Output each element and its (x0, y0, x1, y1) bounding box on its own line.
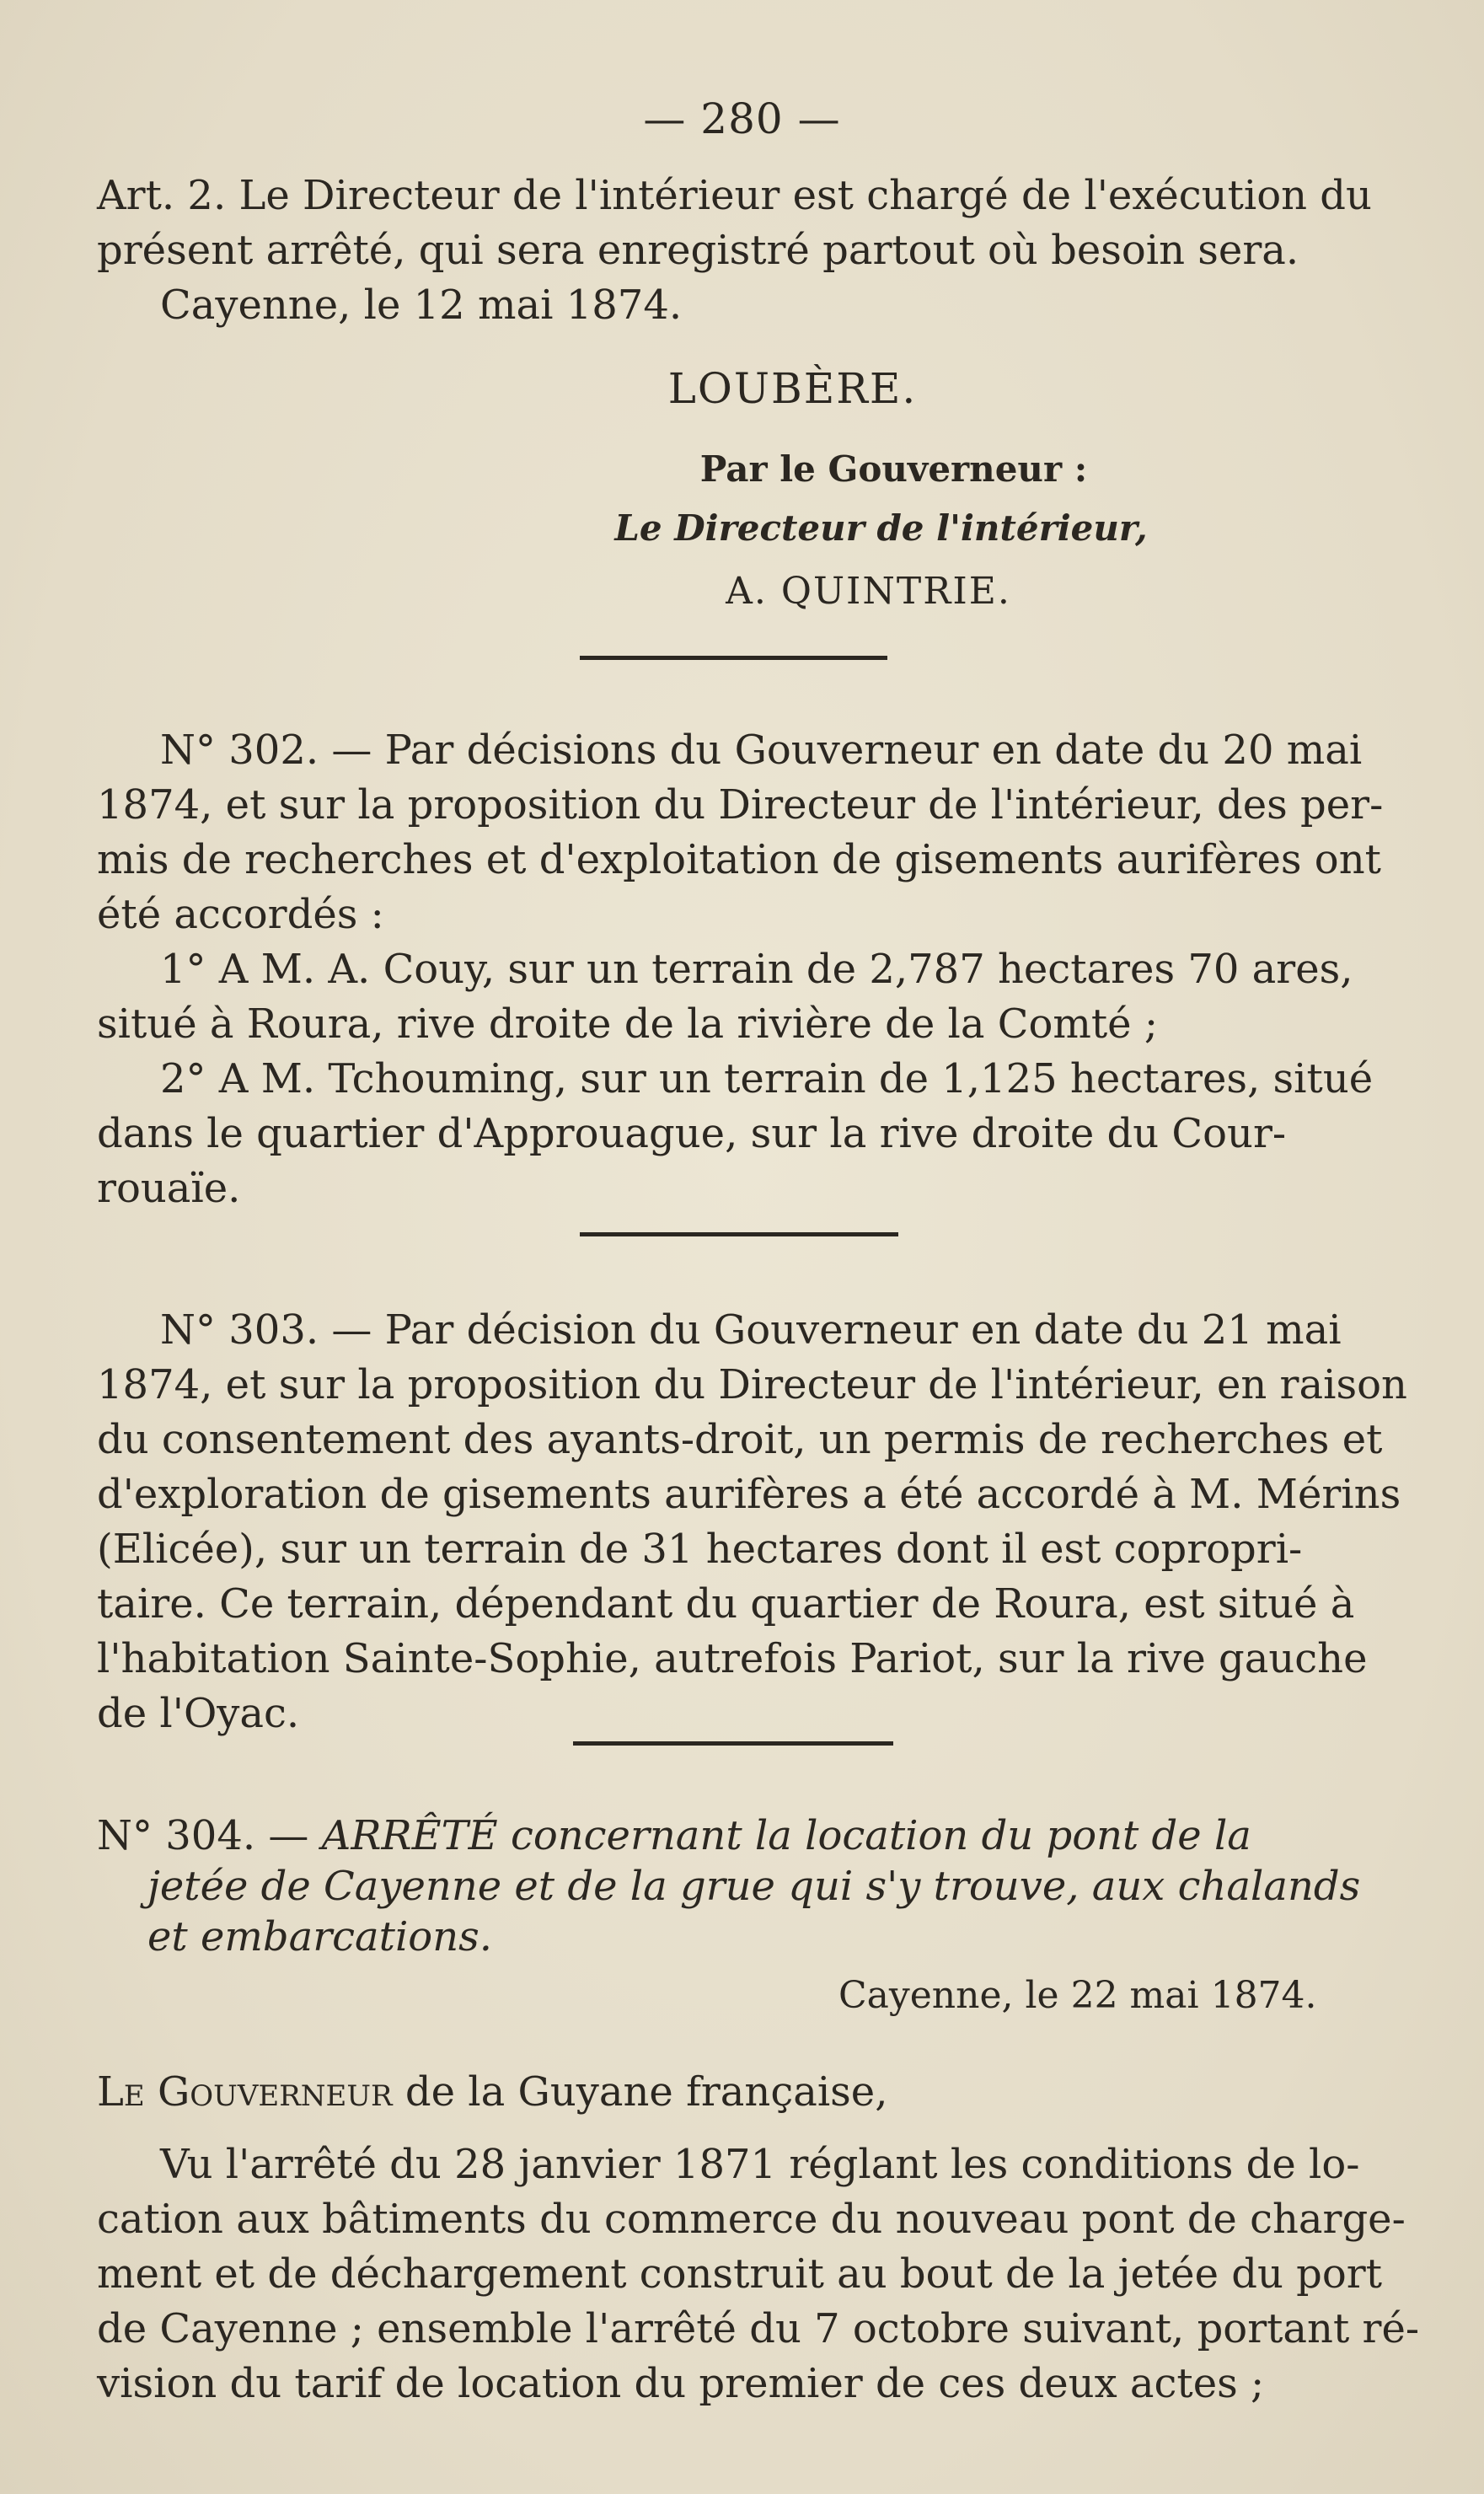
text-line: présent arrêté, qui sera enregistré partout où besoin sera. (97, 227, 1299, 274)
text-line: cation aux bâtiments du commerce du nouveau pont de charge- (97, 2196, 1406, 2243)
text-line: Vu l'arrêté du 28 janvier 1871 réglant les conditions de lo- (160, 2141, 1360, 2188)
text-line: Art. 2. Le Directeur de l'intérieur est chargé de l'exécution du (97, 172, 1372, 219)
text-line: 1874, et sur la proposition du Directeur de l'intérieur, en raison (97, 1361, 1407, 1408)
text-line: ment et de déchargement construit au bout de la jetée du port (97, 2250, 1383, 2298)
text-line: N° 302. — Par décisions du Gouverneur en date du 20 mai (160, 727, 1363, 774)
arrete-dateline: Cayenne, le 22 mai 1874. (838, 1974, 1317, 2017)
text-line: de Cayenne ; ensemble l'arrêté du 7 octobre suivant, portant ré- (97, 2305, 1420, 2352)
arrete-title-line: et embarcations. (147, 1913, 493, 1960)
arrete-number: N° 304. — (97, 1812, 309, 1859)
arrete-304-heading (97, 1810, 1378, 1962)
governor-title: Le Gouverneur (97, 2068, 393, 2116)
text-line: d'exploration de gisements aurifères a été accordé à M. Mérins (97, 1471, 1401, 1518)
article-2 (97, 169, 1378, 333)
signature-by: Par le Gouverneur : (699, 448, 1088, 490)
signature-official: A. QUINTRIE. (726, 570, 1011, 613)
section-divider (573, 1741, 893, 1746)
arrete-title-line: jetée de Cayenne et de la grue qui s'y trouve, aux chalands (147, 1863, 1361, 1910)
text-line: du consentement des ayants-droit, un permis de recherches et (97, 1416, 1383, 1463)
text-line: N° 303. — Par décision du Gouverneur en date du 21 mai (160, 1306, 1342, 1354)
text-line: situé à Roura, rive droite de la rivière de la Comté ; (97, 1000, 1158, 1048)
arrete-title: ARRÊTÉ concernant la location du pont de la (321, 1812, 1251, 1859)
place-date: Cayenne, le 12 mai 1874. (160, 282, 683, 329)
text-line: 1° A M. A. Couy, sur un terrain de 2,787 hectares 70 ares, (160, 946, 1353, 993)
text-line: l'habitation Sainte-Sophie, autrefois Pariot, sur la rive gauche (97, 1635, 1368, 1682)
decision-303 (97, 1303, 1407, 1741)
text-line: vision du tarif de location du premier de ces deux actes ; (97, 2360, 1265, 2407)
text-line: 1874, et sur la proposition du Directeur de l'intérieur, des per- (97, 781, 1384, 829)
text-line: (Elicée), sur un terrain de 31 hectares dont il est copropri- (97, 1526, 1303, 1573)
text-line: de l'Oyac. (97, 1690, 300, 1737)
signature-name: LOUBÈRE. (667, 364, 918, 413)
section-divider (580, 1232, 898, 1236)
governor-line (97, 2065, 1378, 2120)
governor-line-text (97, 2065, 1378, 2120)
signature-role: Le Directeur de l'intérieur, (614, 507, 1148, 549)
text-line: mis de recherches et d'exploitation de gisements aurifères ont (97, 836, 1381, 883)
governor-rest: de la Guyane française, (392, 2068, 888, 2116)
decision-302 (97, 723, 1384, 1216)
text-line: dans le quartier d'Approuague, sur la rive droite du Cour- (97, 1110, 1287, 1157)
page-number: — 280 — (643, 94, 841, 143)
text-line: rouaïe. (97, 1165, 241, 1212)
section-divider (580, 656, 887, 660)
vu-paragraph (97, 2137, 1420, 2411)
text-line: été accordés : (97, 891, 384, 938)
text-line: taire. Ce terrain, dépendant du quartier de Roura, est situé à (97, 1580, 1355, 1628)
text-line: 2° A M. Tchouming, sur un terrain de 1,125 hectares, situé (160, 1055, 1374, 1102)
arrete-title-line (97, 1810, 1378, 1861)
